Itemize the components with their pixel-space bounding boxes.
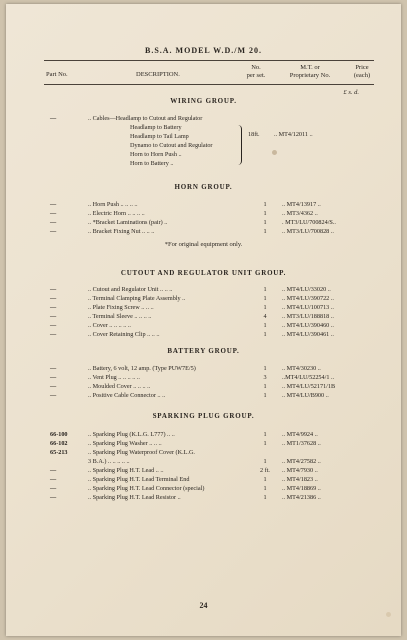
wiring-qty: 18ft.	[248, 131, 260, 138]
wiring-row	[6, 114, 401, 123]
description: .. *Bracket Laminations (pair) ..	[88, 219, 168, 226]
col-header-qty-line1: No.	[251, 64, 261, 71]
horn-group-title: HORN GROUP.	[174, 183, 233, 191]
paper-stain	[386, 612, 391, 617]
table-row	[6, 209, 401, 218]
part-no: —	[50, 374, 57, 381]
qty: 1	[263, 322, 267, 329]
spark-group-title: SPARKING PLUG GROUP.	[152, 412, 255, 420]
description: .. Sparking Plug H.T. Lead .. ..	[88, 467, 164, 474]
part-no: —	[50, 304, 57, 311]
part-no: —	[50, 476, 57, 483]
table-row	[6, 364, 401, 373]
qty: 1	[263, 392, 267, 399]
mt-number: .. MT3/LU/188818 ..	[282, 313, 334, 320]
wiring-line: Headlamp to Battery	[130, 124, 182, 131]
header-rule-top	[44, 60, 374, 61]
table-row	[6, 475, 401, 484]
qty: 1	[263, 210, 267, 217]
description: .. Cover .. .. .. .. ..	[88, 322, 131, 329]
qty: 1	[263, 365, 267, 372]
battery-group-title: BATTERY GROUP.	[167, 347, 240, 355]
table-row	[6, 373, 401, 382]
mt-number: .. MT4/21386 ..	[282, 494, 321, 501]
part-no: 66-102	[50, 440, 68, 447]
mt-number: .. MT4/9924 ..	[282, 431, 318, 438]
mt-number: .. MT4/LU/390460 ..	[282, 322, 334, 329]
part-no: —	[50, 485, 57, 492]
table-row	[6, 466, 401, 475]
page-number: 24	[199, 601, 208, 610]
qty: 3	[263, 374, 267, 381]
description: .. Horn Push .. .. .. ..	[88, 201, 138, 208]
qty: 1	[263, 286, 267, 293]
qty: 4	[263, 313, 267, 320]
table-row	[6, 430, 401, 439]
description: .. Positive Cable Connector .. ..	[88, 392, 166, 399]
part-no: —	[50, 313, 57, 320]
mt-number: .. MT4/30230 ..	[282, 365, 321, 372]
description: .. Battery, 6 volt, 12 amp. (Type PUW7E/5)	[88, 365, 196, 372]
qty: 1	[263, 295, 267, 302]
qty: 1	[263, 219, 267, 226]
table-row	[6, 448, 401, 457]
col-header-qty-line2: per set.	[246, 72, 266, 79]
description: 3 B.A.) .. .. .. .. ..	[88, 458, 130, 465]
part-no: 65-213	[50, 449, 68, 456]
mt-number: .. MT4/LU/100713 ..	[282, 304, 334, 311]
mt-number: .. MT4/27582 ..	[282, 458, 321, 465]
description: .. Terminal Clamping Plate Assembly ..	[88, 295, 186, 302]
mt-number: .. MT4/LU/33020 ..	[282, 286, 331, 293]
mt-number: .. MT4/LU/52171/1B	[282, 383, 336, 390]
qty: 1	[263, 476, 267, 483]
currency-label: £ s. d.	[343, 89, 359, 96]
part-no: 66-100	[50, 431, 68, 438]
table-row	[6, 382, 401, 391]
part-no: —	[50, 228, 57, 235]
qty: 1	[263, 383, 267, 390]
part-no: —	[50, 286, 57, 293]
table-row	[6, 457, 401, 466]
col-header-mt-line2: Proprietary No.	[289, 72, 331, 79]
part-no: —	[50, 295, 57, 302]
mt-number: .. MT4/18869 ..	[282, 485, 321, 492]
qty: 1	[263, 201, 267, 208]
col-header-qty	[240, 64, 272, 80]
table-row	[6, 200, 401, 209]
col-header-mt-line1: M.T. or	[300, 64, 320, 71]
qty: 2 ft.	[260, 467, 270, 474]
table-row	[6, 227, 401, 236]
qty: 1	[263, 440, 267, 447]
table-row	[6, 330, 401, 339]
part-no: —	[50, 383, 57, 390]
qty: 1	[263, 458, 267, 465]
mt-number: .. MT3/4362 ..	[282, 210, 318, 217]
qty: 1	[263, 494, 267, 501]
col-header-price-line2: (each)	[353, 72, 371, 79]
mt-number: .. MT4/1823 ..	[282, 476, 318, 483]
col-header-price	[344, 64, 380, 80]
wiring-line: Horn to Horn Push ..	[130, 151, 182, 158]
col-header-mt	[278, 64, 342, 80]
description: .. Sparking Plug Washer .. .. ..	[88, 440, 162, 447]
wiring-mt: .. MT4/12011 ..	[274, 131, 313, 138]
part-no: —	[50, 331, 57, 338]
mt-number: . MT3/LU/700824/S..	[282, 219, 336, 226]
catalogue-page	[6, 4, 401, 636]
part-no: —	[50, 494, 57, 501]
table-row	[6, 294, 401, 303]
footnote: *For original equipment only.	[164, 241, 243, 248]
description: .. Sparking Plug H.T. Lead Resistor ..	[88, 494, 181, 501]
wiring-lead: .. Cables—Headlamp to Cutout and Regulator	[88, 115, 203, 122]
table-row	[6, 285, 401, 294]
description: .. Sparking Plug H.T. Lead Terminal End	[88, 476, 190, 483]
qty: 1	[263, 431, 267, 438]
mt-number: .. MT4/13917 ..	[282, 201, 321, 208]
wiring-brace	[237, 125, 242, 165]
description: .. Sparking Plug Waterproof Cover (K.L.G.	[88, 449, 195, 456]
part-no: —	[50, 219, 57, 226]
col-header-description: DESCRIPTION.	[136, 71, 180, 78]
part-no: —	[50, 365, 57, 372]
table-row	[6, 493, 401, 502]
mt-number: ..MT4/LU/52254/1 ..	[282, 374, 335, 381]
description: .. Cutout and Regulator Unit .. .. ..	[88, 286, 173, 293]
mt-number: .. MT3/LU/700828 ..	[282, 228, 334, 235]
mt-number: .. MT1/37628 ..	[282, 440, 321, 447]
qty: 1	[263, 485, 267, 492]
description: .. Electric Horn .. .. .. ..	[88, 210, 145, 217]
wiring-group-title: WIRING GROUP.	[170, 97, 237, 105]
cutout-group-title: CUTOUT AND REGULATOR UNIT GROUP.	[120, 269, 287, 277]
description: .. Vent Plug .. .. .. .. ..	[88, 374, 140, 381]
mt-number: .. MT4/LU/B900 ..	[282, 392, 329, 399]
table-row	[6, 312, 401, 321]
part-no: —	[50, 210, 57, 217]
table-row	[6, 218, 401, 227]
wiring-line: Horn to Battery ..	[130, 160, 174, 167]
part-no: —	[50, 392, 57, 399]
header-rule-bottom	[44, 84, 374, 85]
paper-stain	[272, 150, 277, 155]
description: .. Terminal Sleeve .. .. .. ..	[88, 313, 152, 320]
table-row	[6, 303, 401, 312]
part-no: —	[50, 201, 57, 208]
qty: 1	[263, 304, 267, 311]
table-row	[6, 321, 401, 330]
description: .. Sparking Plug (K.L.G. L777) .. ..	[88, 431, 175, 438]
description: .. Moulded Cover .. .. .. ..	[88, 383, 151, 390]
description: .. Plate Fixing Screw .. .. ..	[88, 304, 154, 311]
description: .. Cover Retaining Clip .. .. ..	[88, 331, 160, 338]
col-header-price-line1: Price	[355, 64, 369, 71]
qty: 1	[263, 331, 267, 338]
part-no: —	[50, 322, 57, 329]
table-row	[6, 439, 401, 448]
qty: 1	[263, 228, 267, 235]
wiring-line: Dynamo to Cutout and Regulator	[130, 142, 213, 149]
wiring-part: —	[50, 115, 57, 122]
table-row	[6, 484, 401, 493]
col-header-part: Part No.	[46, 71, 68, 78]
mt-number: .. MT4/7930 ..	[282, 467, 318, 474]
part-no: —	[50, 467, 57, 474]
wiring-line: Headlamp to Tail Lamp	[130, 133, 189, 140]
page-title: B.S.A. MODEL W.D./M 20.	[144, 46, 262, 55]
description: .. Bracket Fixing Nut .. .. ..	[88, 228, 155, 235]
table-row	[6, 391, 401, 400]
mt-number: .. MT4/LU/390461 ..	[282, 331, 334, 338]
description: .. Sparking Plug H.T. Lead Connector (special)	[88, 485, 205, 492]
mt-number: .. MT4/LU/390722 ..	[282, 295, 334, 302]
